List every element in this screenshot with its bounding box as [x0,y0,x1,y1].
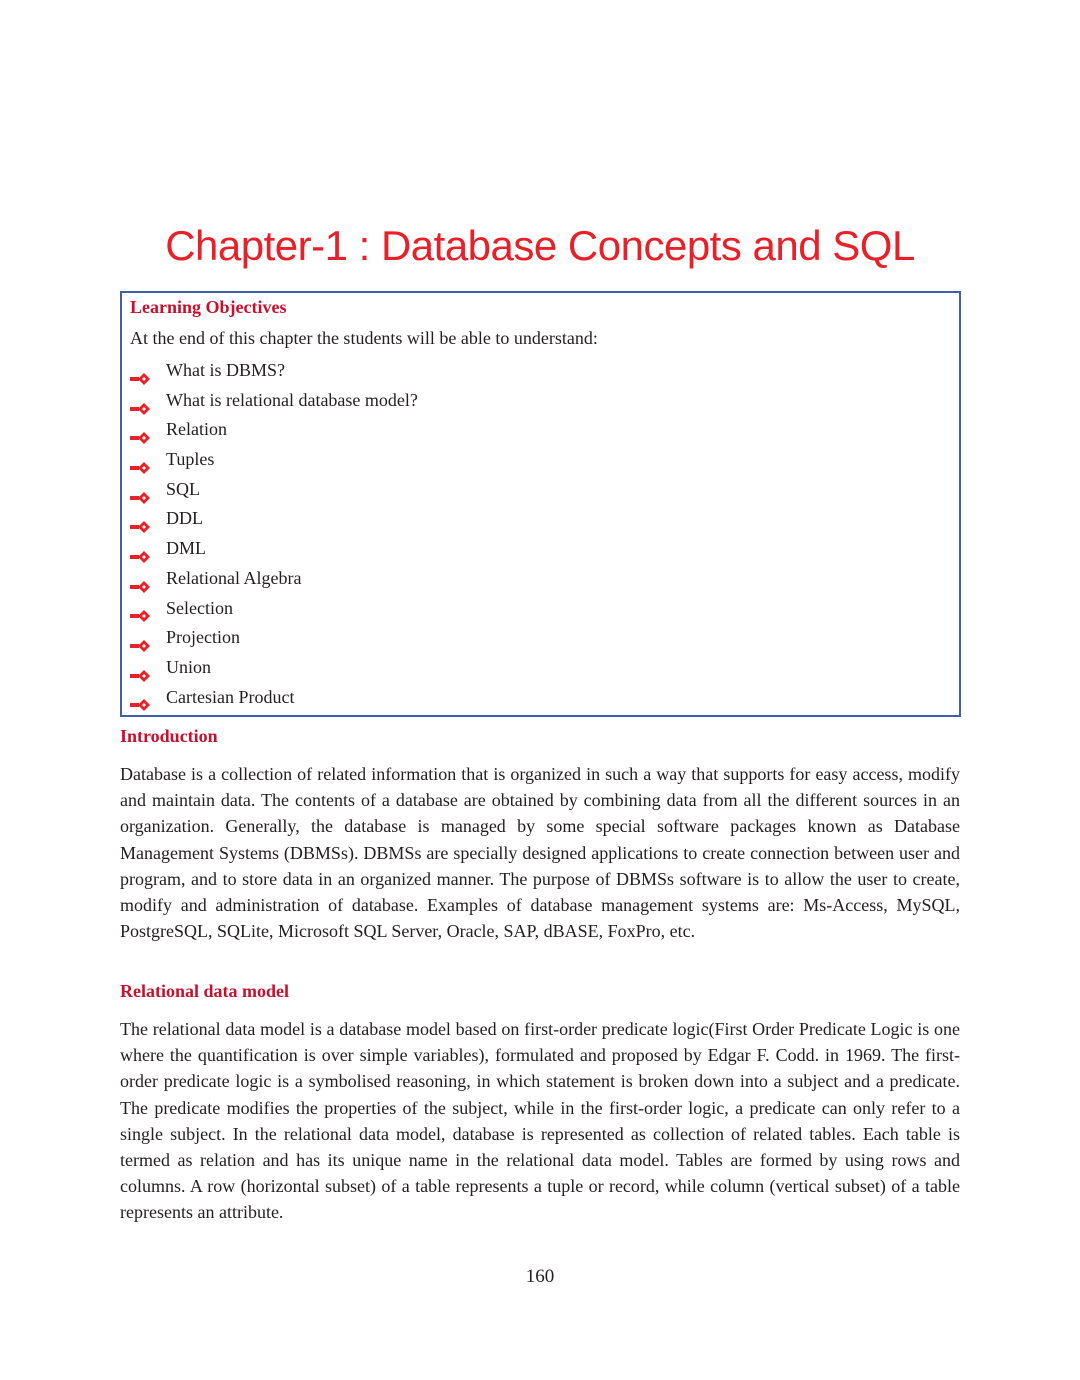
introduction-heading: Introduction [120,726,218,746]
learning-objectives-heading: Learning Objectives [130,297,287,317]
objective-item [130,534,418,564]
arrow-diamond-bullet-icon [130,513,150,525]
arrow-diamond-bullet-icon [130,602,150,614]
learning-objectives-list [130,356,418,712]
objective-item-label: Relational Algebra [166,567,302,588]
objective-item-label: Tuples [166,449,215,470]
objective-item-label: SQL [166,478,201,499]
objective-item-label: Selection [166,597,233,618]
objective-item-label: Union [166,656,211,677]
objective-item [130,623,418,653]
objective-item [130,594,418,624]
objective-item [130,475,418,505]
arrow-diamond-bullet-icon [130,632,150,644]
objective-item [130,386,418,416]
arrow-diamond-bullet-icon [130,454,150,466]
objective-item [130,445,418,475]
objective-item-label: What is relational database model? [166,389,418,410]
arrow-diamond-bullet-icon [130,543,150,555]
objective-item [130,504,418,534]
arrow-diamond-bullet-icon [130,365,150,377]
objective-item-label: DDL [166,508,203,529]
learning-objectives-box [120,291,961,717]
arrow-diamond-bullet-icon [130,662,150,674]
objective-item [130,356,418,386]
objective-item [130,683,418,713]
chapter-title: Chapter-1 : Database Concepts and SQL [165,222,915,269]
objective-item-label: Projection [166,627,240,648]
objective-item-label: Cartesian Product [166,686,295,707]
relational-data-model-paragraph: The relational data model is a database model based on first-order predicate logic(First Order Predicate Logic is one where the quantification is over simple variables), formulated and proposed by Edgar F. Codd. in 1969. The first-order predicate logic is a symbolised reasoning, in which statement is broken down into a subject and a predicate. The predicate modifies the properties of the subject, while in the first-order logic, a predicate can only refer to a single subject. In the relational data model, database is represented as collection of related tables. Each table is termed as relation and has its unique name in the relational data model. Tables are formed by using rows and columns. A row (horizontal subset) of a table represents a tuple or record, while column (vertical subset) of a table represents an attribute. [120,1019,960,1223]
arrow-diamond-bullet-icon [130,395,150,407]
objective-item [130,653,418,683]
objective-item-label: Relation [166,419,227,440]
objective-item-label: DML [166,538,206,559]
arrow-diamond-bullet-icon [130,691,150,703]
arrow-diamond-bullet-icon [130,484,150,496]
learning-objectives-intro: At the end of this chapter the students will be able to understand: [130,328,598,348]
objective-item [130,415,418,445]
arrow-diamond-bullet-icon [130,424,150,436]
arrow-diamond-bullet-icon [130,573,150,585]
page-number: 160 [525,1266,555,1287]
introduction-paragraph: Database is a collection of related information that is organized in such a way that supports for easy access, modify and maintain data. The contents of a database are obtained by combining data from all the different sources in an organization. Generally, the database is managed by some special software packages known as Database Management Systems (DBMSs). DBMSs are specially designed applications to create connection between user and program, and to store data in an organized manner. The purpose of DBMSs software is to allow the user to create, modify and administration of database. Examples of database management systems are: Ms-Access, MySQL, PostgreSQL, SQLite, Microsoft SQL Server, Oracle, SAP, dBASE, FoxPro, etc. [120,764,960,942]
objective-item-label: What is DBMS? [166,360,285,380]
relational-data-model-heading: Relational data model [120,981,289,1001]
objective-item [130,564,418,594]
